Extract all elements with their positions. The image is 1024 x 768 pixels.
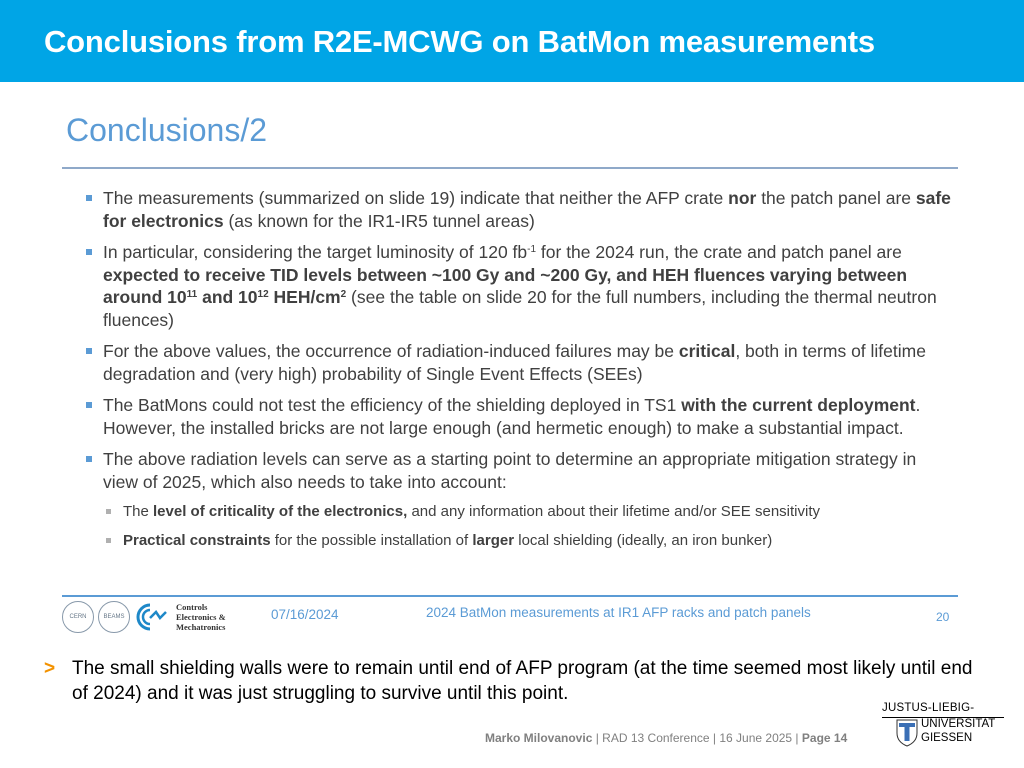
slide-header: [0, 0, 1024, 82]
embedded-footer-date: 07/16/2024: [271, 607, 339, 622]
sub-bullet-square-icon: [106, 509, 111, 514]
cern-logo-icon: CERN: [62, 601, 94, 633]
footer-logos: [62, 601, 226, 633]
title-divider: [62, 167, 958, 169]
bullet-list: [86, 187, 956, 560]
footer-divider: [62, 595, 958, 597]
footer-conference: RAD 13 Conference: [602, 731, 710, 745]
bullet-square-icon: [86, 402, 92, 408]
bullet-square-icon: [86, 249, 92, 255]
cem-logo-icon: [134, 602, 168, 632]
cem-logo-text: Controls Electronics & Mechatronics: [176, 602, 226, 632]
shield-logo-icon: [896, 719, 918, 747]
embedded-slide: [56, 95, 968, 640]
beams-logo-icon: BEAMS: [98, 601, 130, 633]
footer-author: Marko Milovanovic: [485, 731, 593, 745]
chevron-right-icon: >: [44, 658, 56, 679]
embedded-footer-title: 2024 BatMon measurements at IR1 AFP racks and patch panels: [426, 605, 811, 620]
slide-title: Conclusions from R2E-MCWG on BatMon measurements: [44, 24, 875, 59]
sub-bullet-item: Practical constraints for the possible installation of larger local shielding (ideally, an iron bunker): [86, 531, 956, 551]
presentation-footer: Marko Milovanovic | RAD 13 Conference | 16 June 2025 | Page 14: [485, 731, 848, 745]
bullet-square-icon: [86, 195, 92, 201]
embedded-page-number: 20: [936, 610, 950, 624]
sub-bullet-square-icon: [106, 538, 111, 543]
bullet-item: In particular, considering the target luminosity of 120 $fb^{-1}$ for the 2024 run, the crate and patch panel are expected to receive TID levels between ~100 Gy and ~200 Gy, and HEH fluences varying between around $10^{11}$ and $10^{12}$ HEH/$cm^2$ (see the table on slide 20 for the full numbers, including the thermal neutron fluences): [86, 241, 956, 331]
university-logo: JUSTUS-LIEBIG- UNIVERSITAT GIESSEN: [882, 702, 1006, 752]
bullet-item: The above radiation levels can serve as a starting point to determine an appropriate mitigation strategy in view of 2025, which also needs to take into account:: [86, 448, 956, 493]
bullet-item: The BatMons could not test the efficiency of the shielding deployed in TS1 with the current deployment. However, the installed bricks are not large enough (and hermetic enough) to make a substantial impact.: [86, 394, 956, 439]
bullet-square-icon: [86, 456, 92, 462]
bullet-item: The measurements (summarized on slide 19) indicate that neither the AFP crate nor the patch panel are safe for electronics (as known for the IR1-IR5 tunnel areas): [86, 187, 956, 232]
bullet-square-icon: [86, 348, 92, 354]
note-text: The small shielding walls were to remain until end of AFP program (at the time seemed most likely until end of 2024) and it was just struggling to survive until this point.: [72, 658, 973, 704]
footer-date: 16 June 2025: [719, 731, 793, 745]
footer-page: Page 14: [801, 731, 848, 745]
bullet-item: For the above values, the occurrence of radiation-induced failures may be critical, both in terms of lifetime degradation and (very high) probability of Single Event Effects (SEEs): [86, 340, 956, 385]
sub-bullet-item: The level of criticality of the electronics, and any information about their lifetime and/or SEE sensitivity: [86, 502, 956, 522]
embedded-slide-title: Conclusions/2: [66, 112, 267, 148]
note-bullet: [44, 656, 984, 706]
